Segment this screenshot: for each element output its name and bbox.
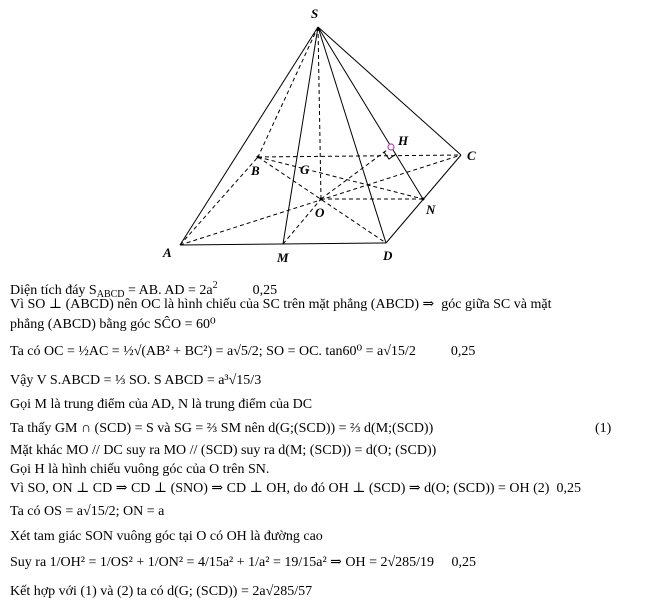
solution-line: Diện tích đáy $S_{ABCD}$ = AB. AD = $2a^2$ 0,25 — [10, 280, 278, 300]
point-O-dot — [320, 198, 323, 201]
label-S: S — [311, 6, 319, 21]
point-N-dot — [422, 198, 425, 201]
label-H: H — [398, 133, 409, 148]
edge-SD — [318, 27, 386, 243]
label-A: A — [163, 245, 172, 260]
solution-line: Gọi H là hình chiếu vuông góc của O trên SN. — [10, 462, 270, 477]
equation-number: (1) — [595, 421, 612, 436]
seg-BN — [258, 157, 423, 199]
solution-line: Gọi M là trung điểm của AD, N là trung điểm của DC — [10, 397, 313, 412]
solution-line: Suy ra 1/OH² = 1/OS² + 1/ON² = 4/15a² + 1/a² = 19/15a² ⇒ OH = 2√285/19 0,25 — [10, 555, 477, 570]
label-M: M — [277, 250, 289, 265]
edge-SA — [180, 27, 318, 245]
solution-line: Ta thấy GM ∩ (SCD) = S và SG = ⅔ SM nên d(G;(SCD)) = ⅔ d(M;(SCD)) (1) — [10, 421, 612, 436]
edge-SN — [318, 27, 423, 199]
label-G: G — [300, 162, 310, 177]
solution-line: Xét tam giác SON vuông góc tại O có OH là đường cao — [10, 529, 323, 544]
edge-SC — [318, 27, 461, 155]
edge-SM — [283, 27, 318, 244]
point-H-marker — [388, 144, 394, 150]
edge-AB — [180, 157, 258, 245]
point-B-dot — [257, 156, 260, 159]
label-C: C — [467, 148, 476, 163]
solution-line: Vì SO ⊥ (ABCD) nên OC là hình chiếu của SC trên mặt phẳng (ABCD) ⇒ góc giữa SC và mặt — [10, 297, 552, 312]
label-N: N — [426, 202, 436, 217]
seg-OH — [321, 147, 391, 199]
label-D: D — [383, 248, 393, 263]
edge-BC — [258, 155, 461, 157]
solution-line: Mặt khác MO // DC suy ra MO // (SCD) suy ra d(M; (SCD)) = d(O; (SCD)) — [10, 443, 437, 458]
label-B: B — [251, 163, 260, 178]
solution-line: phẳng (ABCD) bằng góc SĈO = 60⁰ — [10, 317, 216, 332]
solution-line: Vì SO, ON ⊥ CD ⇒ CD ⊥ (SNO) ⇒ CD ⊥ OH, do đó OH ⊥ (SCD) ⇒ d(O; (SCD)) = OH (2) 0,25 — [10, 481, 581, 496]
solution-line: Kết hợp với (1) và (2) ta có d(G; (SCD)) = 2a√285/57 — [10, 584, 313, 599]
label-O: O — [315, 205, 325, 220]
solution-line: Vậy V S.ABCD = ⅓ SO. S ABCD = a³√15/3 — [10, 373, 262, 388]
solution-line: Ta có OS = a√15/2; ON = a — [10, 504, 165, 519]
pyramid-figure — [0, 0, 664, 270]
edge-SB — [258, 27, 318, 157]
solution-line: Ta có OC = ½AC = ½√(AB² + BC²) = a√5/2; SO = OC. tan60⁰ = a√15/2 0,25 — [10, 344, 476, 359]
